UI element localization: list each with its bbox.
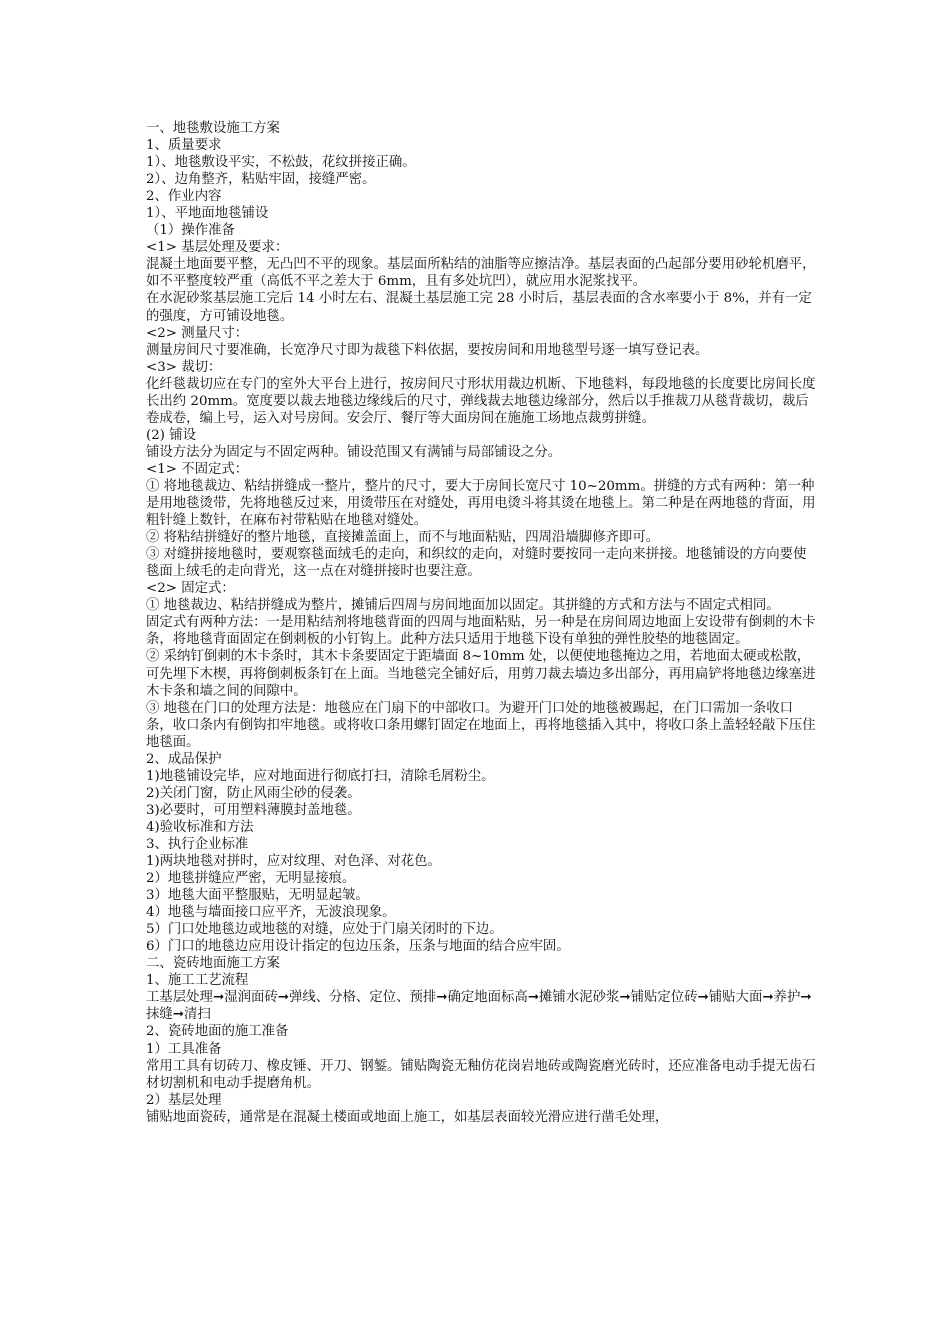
text-line: 2）基层处理 bbox=[146, 1092, 222, 1108]
document-body bbox=[146, 120, 816, 1126]
text-line: 工基层处理➞湿润面砖➞弹线、分格、定位、预排➞确定地面标高➞摊铺水泥砂浆➞铺贴定位砖➞铺贴大面➞养护➞抹缝➞清扫 bbox=[146, 990, 812, 1023]
text-line: 测量房间尺寸要准确，长宽净尺寸即为裁毯下料依据，要按房间和用地毯型号逐一填写登记表。 bbox=[146, 342, 709, 358]
text-line: 1、施工工艺流程 bbox=[146, 973, 249, 989]
text-line: ① 地毯裁边、粘结拼缝成为整片，摊铺后四周与房间地面加以固定。其拼缝的方式和方法与不固定式相同。 bbox=[146, 598, 780, 614]
text-line: <2> 测量尺寸： bbox=[146, 325, 249, 341]
text-line: 3、执行企业标准 bbox=[146, 836, 249, 852]
text-line: 5）门口处地毯边或地毯的对缝，应处于门扇关闭时的下边。 bbox=[146, 922, 503, 938]
text-line: 3)必要时，可用塑料薄膜封盖地毯。 bbox=[146, 802, 361, 818]
text-line: 3）地毯大面平整服贴，无明显起皱。 bbox=[146, 888, 369, 904]
text-line: 2、成品保护 bbox=[146, 751, 222, 767]
text-line: 1、质量要求 bbox=[146, 138, 222, 154]
text-line: 2)关闭门窗，防止风雨尘砂的侵袭。 bbox=[146, 785, 361, 801]
text-line: 二、瓷砖地面施工方案 bbox=[146, 956, 280, 972]
text-line: 一、地毯敷设施工方案 bbox=[146, 121, 280, 136]
text-line: 铺贴地面瓷砖，通常是在混凝土楼面或地面上施工，如基层表面较光滑应进行凿毛处理， bbox=[146, 1109, 669, 1125]
text-line: 1）工具准备 bbox=[146, 1041, 222, 1057]
text-line: <3> 裁切： bbox=[146, 359, 222, 375]
text-line: 1)地毯铺设完毕，应对地面进行彻底打扫，清除毛屑粉尘。 bbox=[146, 768, 495, 784]
text-line: (2) 铺设 bbox=[146, 427, 197, 443]
text-line: 在水泥砂浆基层施工完后 14 小时左右、混凝土基层施工完 28 小时后，基层表面的含水率要小于 8%，并有一定的强度，方可铺设地毯。 bbox=[146, 291, 812, 324]
text-line: 4）地毯与墙面接口应平齐，无波浪现象。 bbox=[146, 905, 396, 921]
text-line: <2> 固定式： bbox=[146, 581, 235, 597]
text-line: （1）操作准备 bbox=[146, 223, 235, 239]
text-line: ① 将地毯裁边、粘结拼缝成一整片，整片的尺寸，要大于房间长宽尺寸 10~20mm。拼缝的方式有两种：第一种是用地毯烫带，先将地毯反过来，用烫带压在对缝处，再用电烫斗将其烫在地毯上。第二种是在两地毯的背面，用粗针缝上数针，在麻布衬带粘贴在地毯对缝处。 bbox=[146, 478, 816, 529]
text-line: ③ 地毯在门口的处理方法是：地毯应在门扇下的中部收口。为避开门口处的地毯被踢起，在门口需加一条收口条，收口条内有倒钩扣牢地毯。或将收口条用螺钉固定在地面上，再将地毯插入其中，将收口条上盖轻轻敲下压住地毯面。 bbox=[146, 700, 816, 750]
text-line: 2、瓷砖地面的施工准备 bbox=[146, 1024, 289, 1040]
text-line: 固定式有两种方法：一是用粘结剂将地毯背面的四周与地面粘贴，另一种是在房间周边地面上安设带有倒刺的木卡条，将地毯背面固定在倒刺板的小钉钩上。此种方法只适用于地毯下设有单独的弹性胶垫的地毯固定。 bbox=[146, 615, 816, 648]
text-line: 1）、地毯敷设平实，不松鼓，花纹拼接正确。 bbox=[146, 155, 416, 171]
text-line: ② 将粘结拼缝好的整片地毯，直接摊盖面上，而不与地面粘贴，四周沿墙脚修齐即可。 bbox=[146, 530, 660, 546]
text-line: 铺设方法分为固定与不固定两种。铺设范围又有满铺与局部铺设之分。 bbox=[146, 444, 562, 460]
text-line: ③ 对缝拼接地毯时，要观察毯面绒毛的走向，和织纹的走向，对缝时要按同一走向来拼接。地毯铺设的方向要使毯面上绒毛的走向背光，这一点在对缝拼接时也要注意。 bbox=[146, 547, 807, 580]
text-line: 常用工具有切砖刀、橡皮锤、开刀、钢錾。铺贴陶瓷无釉仿花岗岩地砖或陶瓷磨光砖时，还应准备电动手提无齿石材切割机和电动手提磨角机。 bbox=[146, 1058, 816, 1091]
text-line: 6）门口的地毯边应用设计指定的包边压条，压条与地面的结合应牢固。 bbox=[146, 939, 570, 955]
text-line: 2、作业内容 bbox=[146, 189, 222, 205]
text-line: 混凝土地面要平整，无凸凹不平的现象。基层面所粘结的油脂等应擦洁净。基层表面的凸起部分要用砂轮机磨平，如不平整度较严重（高低不平之差大于 6mm，且有多处坑凹），就应用水泥浆找平。 bbox=[146, 257, 816, 290]
text-line: 4)验收标准和方法 bbox=[146, 819, 254, 835]
text-line: 1）、平地面地毯铺设 bbox=[146, 206, 269, 222]
text-line: ② 采纳钉倒刺的木卡条时，其木卡条要固定于距墙面 8~10mm 处，以便使地毯掩边之用，若地面太硬或松散，可先埋下木楔，再将倒刺板条钉在上面。当地毯完全铺好后，用剪刀裁去墙边多出部分，再用扁铲将地毯边缘塞进木卡条和墙之间的间隙中。 bbox=[146, 649, 816, 699]
text-line: 1)两块地毯对拼时，应对纹理、对色泽、对花色。 bbox=[146, 854, 441, 870]
text-line: 2）、边角整齐，粘贴牢固，接缝严密。 bbox=[146, 172, 376, 188]
text-line: <1> 不固定式： bbox=[146, 461, 249, 477]
text-line: 2）地毯拼缝应严密，无明显接痕。 bbox=[146, 871, 356, 887]
text-line: 化纤毯裁切应在专门的室外大平台上进行，按房间尺寸形状用裁边机断、下地毯料，每段地毯的长度要比房间长度长出约 20mm。宽度要以裁去地毯边缘线后的尺寸，弹线裁去地毯边缘部分，然后以手推裁刀从毯背裁切，裁后卷成卷，编上号，运入对号房间。安会厅、餐厅等大面房间在施施工场地点裁剪拼缝。 bbox=[146, 376, 816, 426]
text-line: <1> 基层处理及要求： bbox=[146, 240, 289, 256]
